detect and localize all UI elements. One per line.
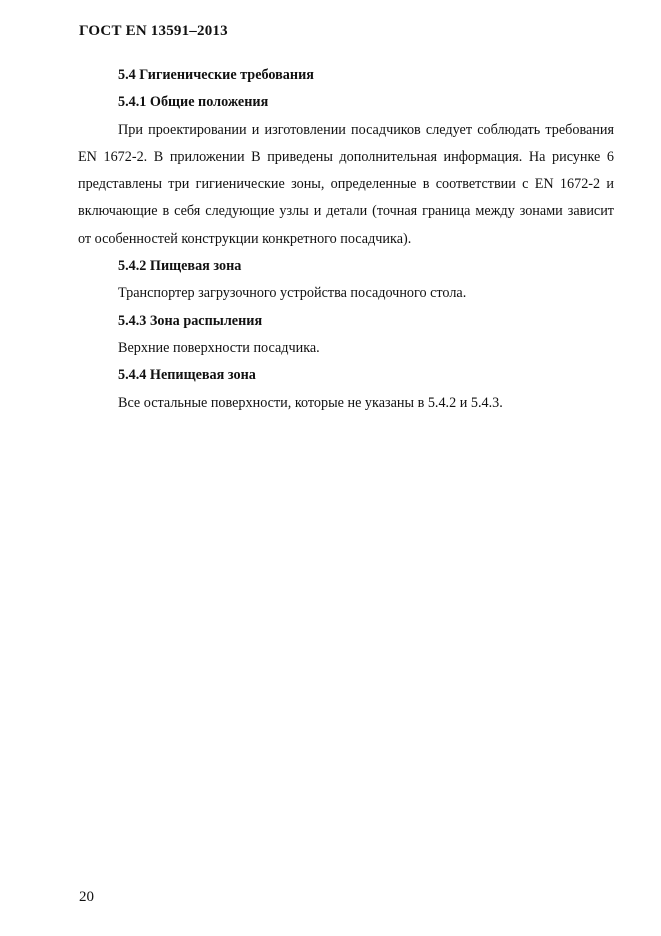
section-text-5-4-4: Все остальные поверхности, которые не указаны в 5.4.2 и 5.4.3. [118, 394, 503, 411]
section-heading-5-4-1: 5.4.1 Общие положения [118, 94, 269, 111]
section-text-5-4-1: При проектировании и изготовлении посадчиков следует соблюдать требования EN 1672-2. В приложении В приведены дополнительная информация. На рисунке 6 представлены три гигиенические зоны, определенные в соответствии с EN 1672-2 и включающие в себя следующие узлы и детали (точная граница между зонами зависит от особенностей конструкции конкретного посадчика). [78, 121, 614, 247]
section-text-5-4-2: Транспортер загрузочного устройства посадочного стола. [118, 285, 467, 302]
document-body [78, 62, 614, 417]
section-text-5-4-3: Верхние поверхности посадчика. [118, 339, 320, 356]
page-number: 20 [79, 889, 94, 905]
section-heading-5-4-4: 5.4.4 Непищевая зона [118, 367, 256, 384]
section-heading-5-4-2: 5.4.2 Пищевая зона [118, 258, 242, 275]
document-header: ГОСТ EN 13591–2013 [79, 23, 228, 39]
section-heading-5-4: 5.4 Гигиенические требования [118, 67, 314, 83]
section-heading-5-4-3: 5.4.3 Зона распыления [118, 312, 263, 329]
